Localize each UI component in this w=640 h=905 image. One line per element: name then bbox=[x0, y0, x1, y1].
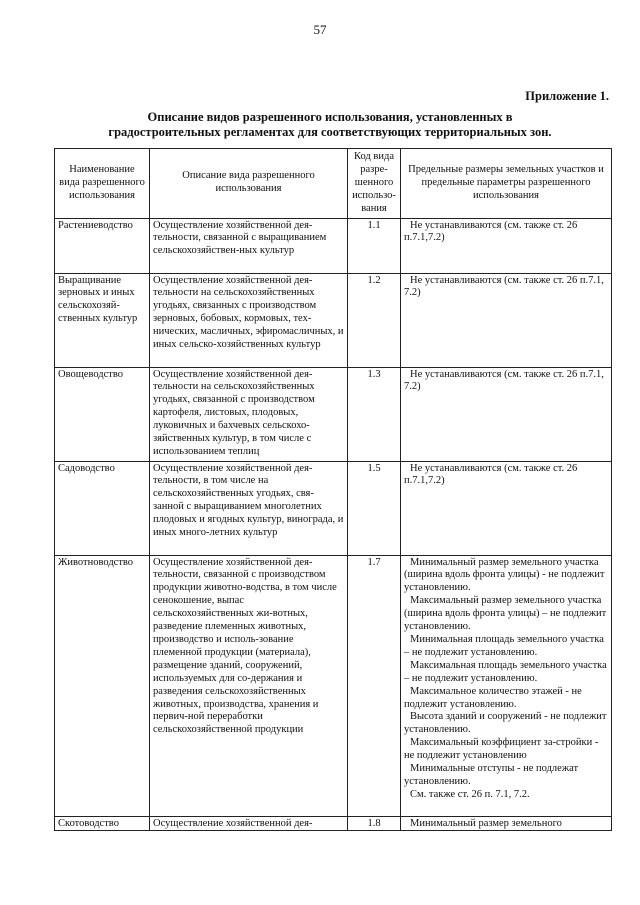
limit-line: Не устанавливаются (см. также ст. 26 п.7.1,7.2) bbox=[404, 219, 578, 244]
cell-code: 1.5 bbox=[348, 461, 401, 555]
document-title bbox=[50, 110, 610, 140]
cell-code: 1.1 bbox=[348, 218, 401, 273]
cell-limits bbox=[401, 461, 612, 555]
cell-name: Животноводство bbox=[55, 555, 150, 816]
cell-code: 1.2 bbox=[348, 273, 401, 367]
land-use-table bbox=[54, 148, 612, 831]
limit-line: Высота зданий и сооружений - не подлежит установлению. bbox=[404, 711, 607, 736]
cell-name: Растениеводство bbox=[55, 218, 150, 273]
cell-name: Овощеводство bbox=[55, 367, 150, 461]
cell-name: Выращивание зерновых и иных сельскохозяй-ственных культур bbox=[55, 273, 150, 367]
appendix-label: Приложение 1. bbox=[525, 89, 609, 103]
cell-description: Осуществление хозяйственной дея-тельности, связанной с выращиванием сельскохозяйствен-ных культур bbox=[150, 218, 348, 273]
limit-line: Не устанавливаются (см. также ст. 26 п.7.1, 7.2) bbox=[404, 368, 604, 393]
limit-line: Максимальный коэффициент за-стройки - не подлежит установлению bbox=[404, 737, 599, 762]
cell-limits bbox=[401, 816, 612, 831]
cell-name: Скотоводство bbox=[55, 816, 150, 831]
limit-line: Максимальное количество этажей - не подлежит установлению. bbox=[404, 685, 582, 710]
cell-code: 1.8 bbox=[348, 816, 401, 831]
cell-description: Осуществление хозяйственной дея-тельности на сельскохозяйственных угодьях, связанных с производством зерновых, бобовых, кормовых, тех-нических, масличных, эфиромасличных, и иных сельско-хозяйственных культур bbox=[150, 273, 348, 367]
cell-limits bbox=[401, 218, 612, 273]
cell-code: 1.3 bbox=[348, 367, 401, 461]
cell-description: Осуществление хозяйственной дея-тельности на сельскохозяйственных угодьях, связанной с производством картофеля, листовых, плодовых, луковичных и бахчевых сельскохо-зяйственных культур, в том числе с использованием теплиц bbox=[150, 367, 348, 461]
cell-description: Осуществление хозяйственной дея- bbox=[150, 816, 348, 831]
limit-line: Не устанавливаются (см. также ст. 26 п.7.1, 7.2) bbox=[404, 274, 604, 299]
table-header-row bbox=[55, 149, 612, 219]
cell-code: 1.7 bbox=[348, 555, 401, 816]
page-number: 57 bbox=[313, 22, 327, 37]
cell-limits bbox=[401, 273, 612, 367]
table-row bbox=[55, 273, 612, 367]
header-limits: Предельные размеры земельных участков и предельные параметры разрешенного использования bbox=[401, 149, 612, 219]
limit-line: Минимальная площадь земельного участка – не подлежит установлению. bbox=[404, 633, 604, 658]
table-row bbox=[55, 218, 612, 273]
limit-line: Не устанавливаются (см. также ст. 26 п.7.1,7.2) bbox=[404, 462, 578, 487]
limit-line: Минимальные отступы - не подлежат установлению. bbox=[404, 763, 579, 787]
title-line-2: градостроительных регламентах для соответствующих территориальных зон. bbox=[108, 125, 552, 139]
cell-name: Садоводство bbox=[55, 461, 150, 555]
limit-line: Минимальный размер земельного bbox=[410, 817, 562, 829]
table-row bbox=[55, 367, 612, 461]
cell-limits bbox=[401, 555, 612, 816]
limit-line: Максимальная площадь земельного участка – не подлежит установлению. bbox=[404, 659, 607, 684]
cell-limits bbox=[401, 367, 612, 461]
header-code: Код вида разре-шенного использо-вания bbox=[348, 149, 401, 219]
header-name: Наименование вида разрешенного использования bbox=[55, 149, 150, 219]
cell-description: Осуществление хозяйственной дея-тельности, в том числе на сельскохозяйственных угодьях, свя-занной с выращиванием многолетних плодовых и ягодных культур, винограда, и иных много-летних культур bbox=[150, 461, 348, 555]
limit-line: Минимальный размер земельного участка (ширина вдоль фронта улицы) - не подлежит установлению. bbox=[404, 556, 605, 594]
limit-line: Максимальный размер земельного участка (ширина вдоль фронта улицы) – не подлежит установлению. bbox=[404, 595, 607, 633]
table-row bbox=[55, 816, 612, 831]
table-row bbox=[55, 555, 612, 816]
table-row bbox=[55, 461, 612, 555]
cell-description: Осуществление хозяйственной дея-тельности, связанной с производством продукции животно-водства, в том числе сенокошение, выпас сельскохозяйственных жи-вотных, разведение племенных животных, производство и исполь-зование племенной продукции (материала), размещение зданий, сооружений, используемых для со-держания и разведения сельскохозяйственных животных, производства, хранения и первич-ной переработки сельскохозяйственной продукции bbox=[150, 555, 348, 816]
title-line-1: Описание видов разрешенного использования, установленных в bbox=[147, 110, 513, 124]
header-description: Описание вида разрешенного использования bbox=[150, 149, 348, 219]
limit-line: См. также ст. 26 п. 7.1, 7.2. bbox=[410, 788, 530, 800]
